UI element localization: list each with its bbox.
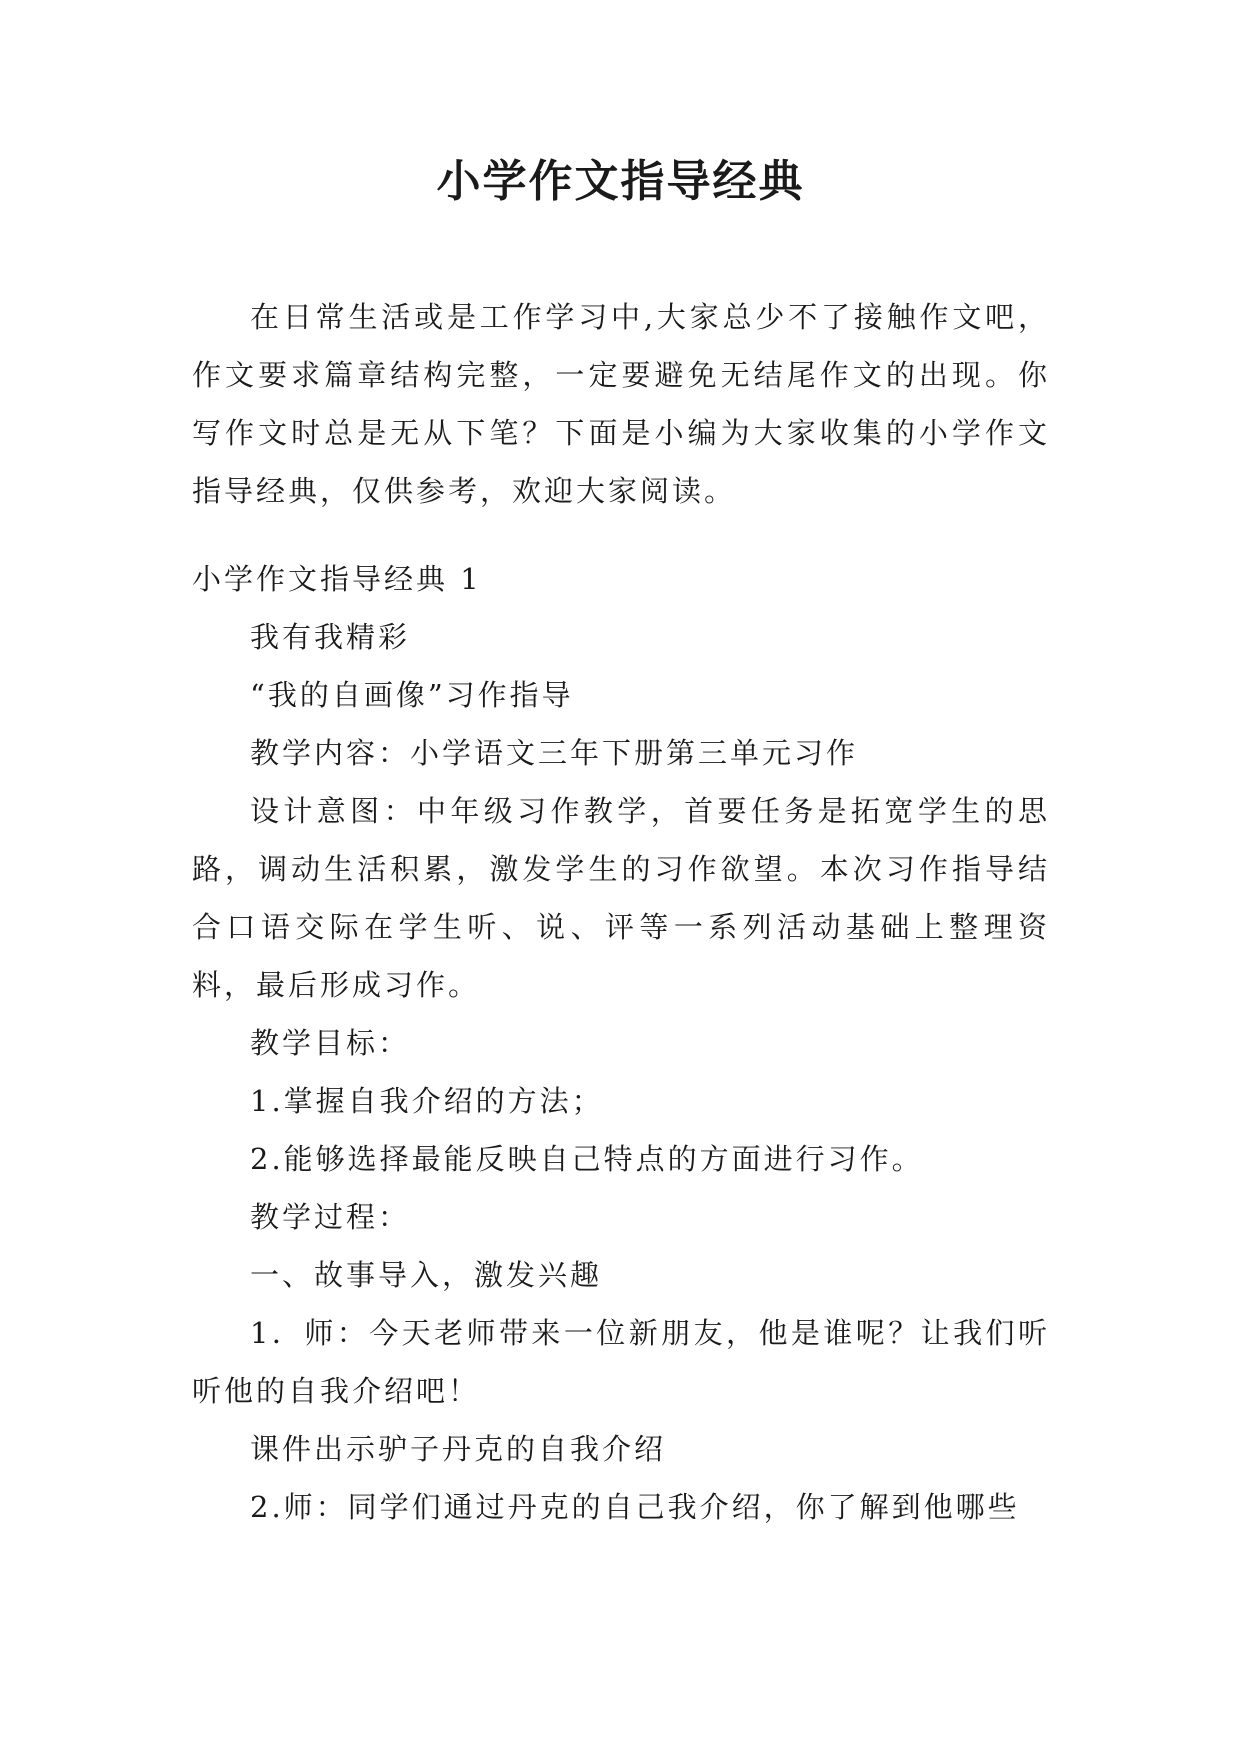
paragraph: 1．师：今天老师带来一位新朋友，他是谁呢？让我们听听他的自我介绍吧！ (192, 1316, 1050, 1408)
paragraph: “我的自画像”习作指导 (250, 678, 574, 712)
document-body (192, 288, 1050, 1536)
paragraph: 2.师：同学们通过丹克的自己我介绍，你了解到他哪些 (250, 1490, 1020, 1524)
paragraph: 课件出示驴子丹克的自我介绍 (250, 1432, 667, 1466)
paragraph: 教学过程： (250, 1200, 411, 1234)
paragraph: 1.掌握自我介绍的方法； (250, 1084, 604, 1118)
intro-paragraph: 在日常生活或是工作学习中,大家总少不了接触作文吧，作文要求篇章结构完整，一定要避免无结尾作文的出现。你写作文时总是无从下笔？下面是小编为大家收集的小学作文指导经典，仅供参考，欢迎大家阅读。 (192, 300, 1050, 508)
spacer (192, 520, 1050, 550)
paragraph: 我有我精彩 (250, 620, 411, 654)
document-title: 小学作文指导经典 (436, 156, 805, 207)
paragraph: 2.能够选择最能反映自己特点的方面进行习作。 (250, 1142, 924, 1176)
section-heading: 小学作文指导经典 1 (192, 562, 482, 596)
paragraph: 一、故事导入，激发兴趣 (250, 1258, 603, 1292)
paragraph: 设计意图：中年级习作教学，首要任务是拓宽学生的思路，调动生活积累，激发学生的习作欲望。本次习作指导结合口语交际在学生听、说、评等一系列活动基础上整理资料，最后形成习作。 (192, 794, 1050, 1002)
paragraph: 教学内容：小学语文三年下册第三单元习作 (250, 736, 859, 770)
paragraph: 教学目标： (250, 1026, 411, 1060)
